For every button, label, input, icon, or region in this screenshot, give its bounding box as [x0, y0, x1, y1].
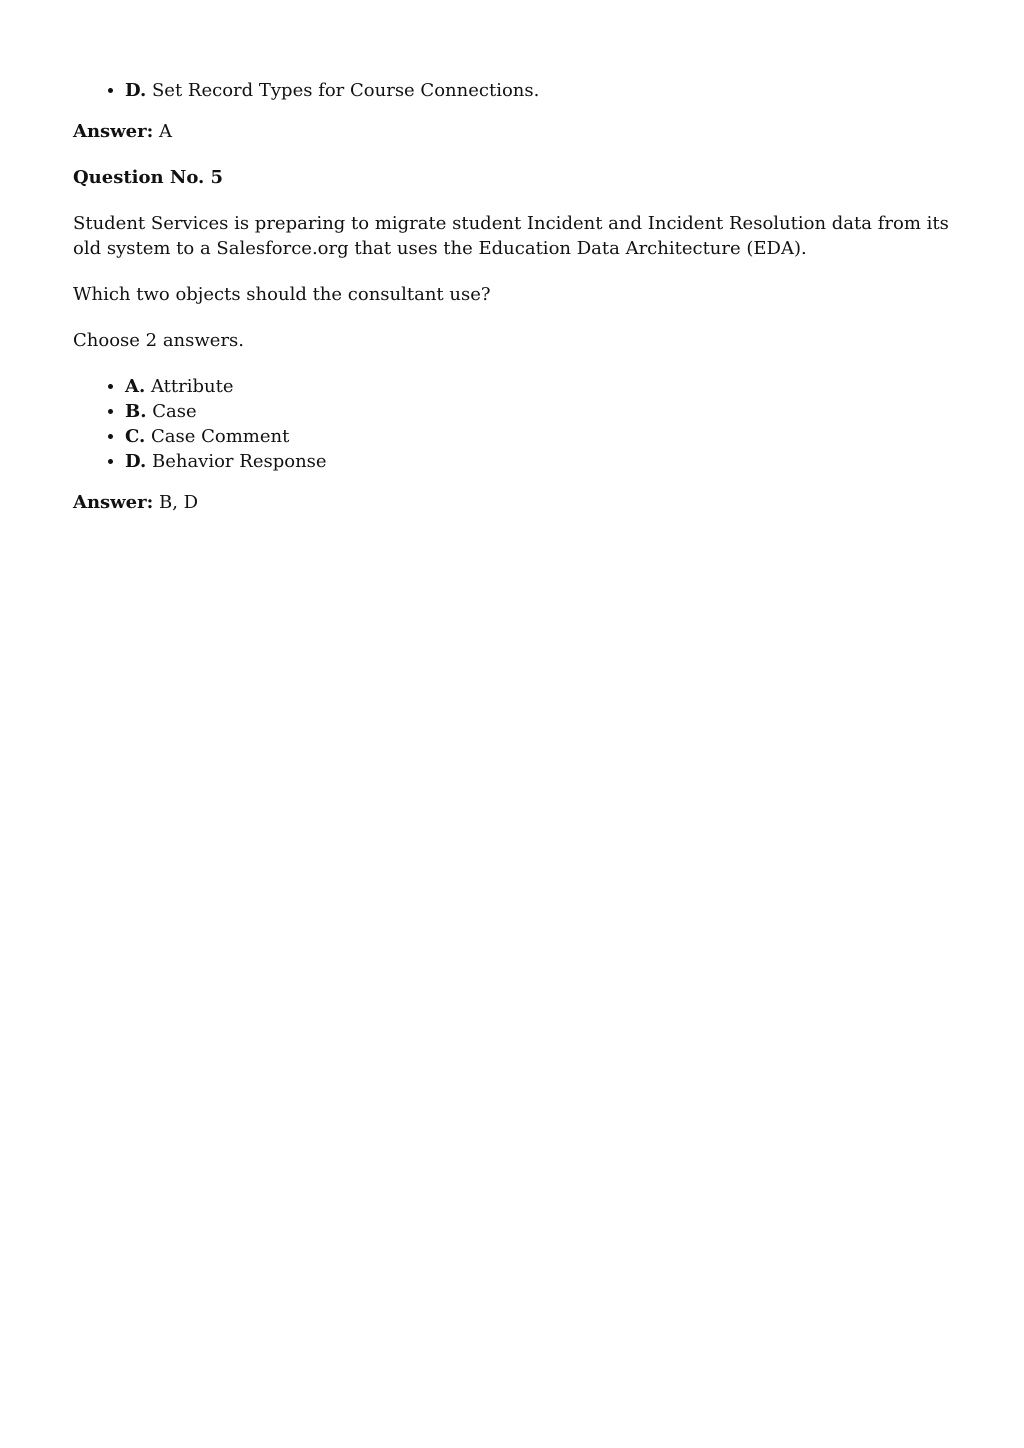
option-letter: A.: [125, 376, 146, 397]
question-prompt: Which two objects should the consultant use?: [73, 284, 491, 305]
option-item: [125, 374, 953, 399]
option-text: Case Comment: [151, 426, 290, 447]
option-item: [125, 78, 953, 103]
answer-line: [73, 490, 953, 515]
option-letter: B.: [125, 401, 147, 422]
question-instruction: Choose 2 answers.: [73, 330, 245, 351]
answer-value: A: [159, 121, 172, 142]
question-body: Student Services is preparing to migrate student Incident and Incident Resolution data from its old system to a Salesforce.org that uses the Education Data Architecture (EDA).: [73, 213, 949, 259]
question-options: [73, 374, 953, 474]
prev-answer-line: [73, 119, 953, 144]
option-text: Attribute: [150, 376, 234, 397]
option-letter: D.: [125, 451, 147, 472]
document-page: [73, 78, 953, 515]
answer-label: Answer:: [73, 121, 154, 142]
option-text: Behavior Response: [151, 451, 327, 472]
answer-label: Answer:: [73, 492, 154, 513]
prev-question-options: [73, 78, 953, 103]
option-item: [125, 449, 953, 474]
answer-value: B, D: [159, 492, 199, 513]
option-item: [125, 424, 953, 449]
option-letter: C.: [125, 426, 146, 447]
question-title: Question No. 5: [73, 167, 224, 188]
option-letter: D.: [125, 80, 147, 101]
option-text: Case: [152, 401, 197, 422]
option-text: Set Record Types for Course Connections.: [151, 80, 540, 101]
option-item: [125, 399, 953, 424]
